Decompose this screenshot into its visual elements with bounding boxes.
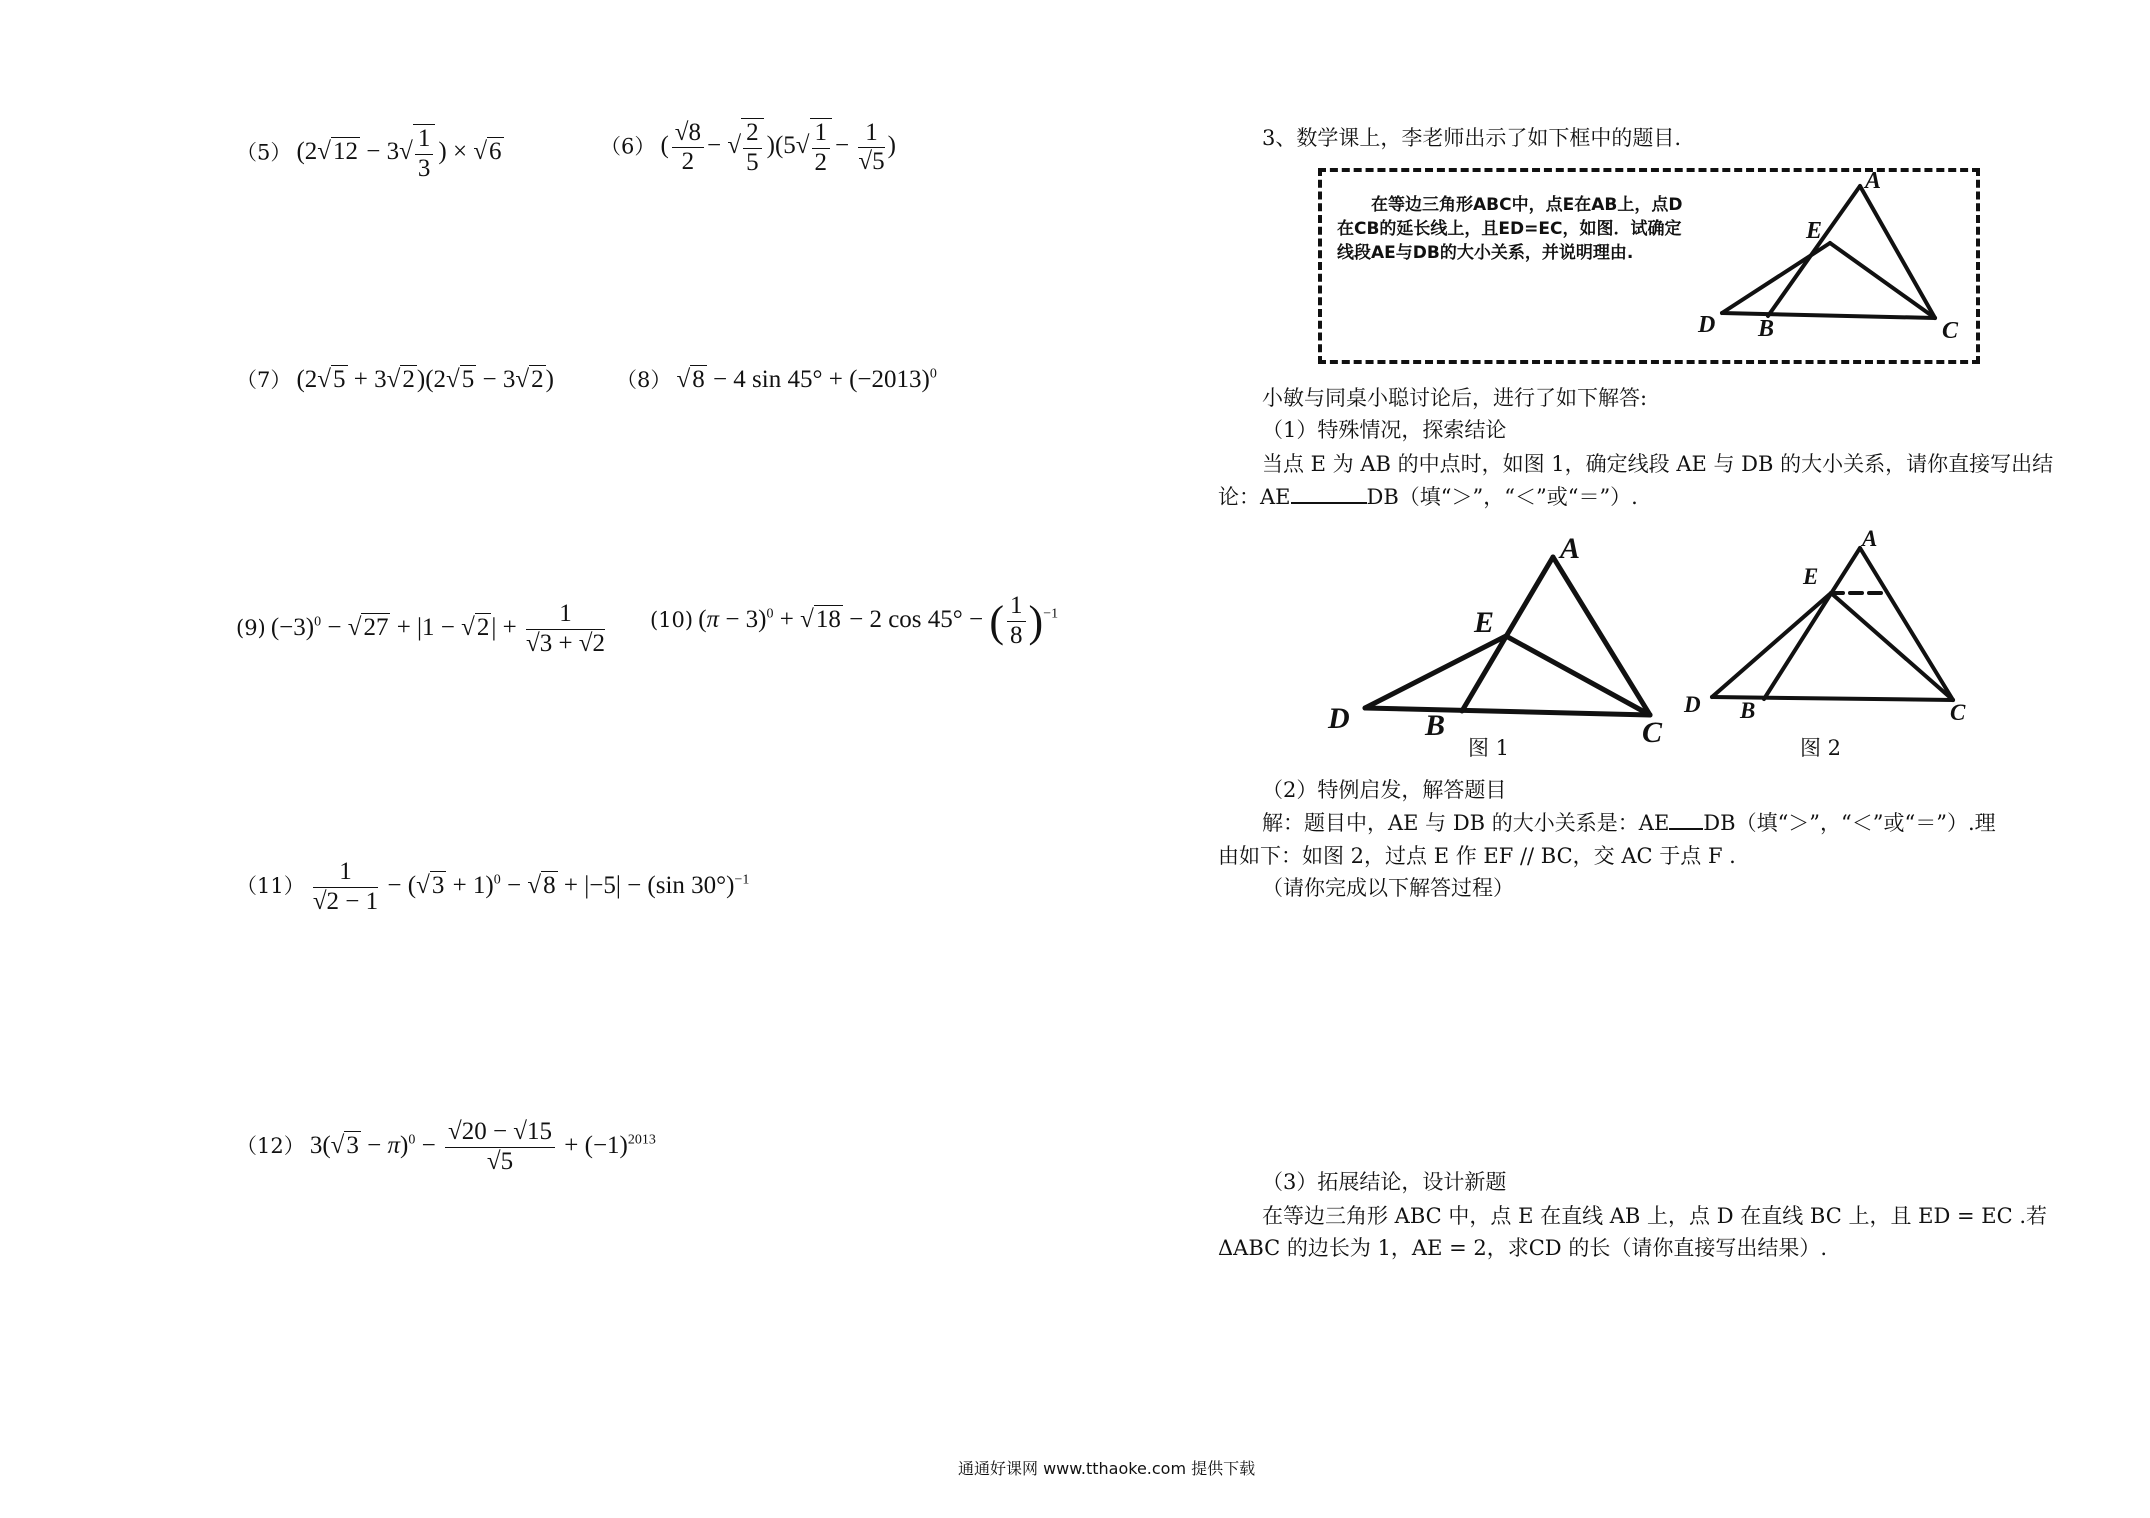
part-2-answer-blank[interactable] xyxy=(1669,828,1703,830)
figure-2 xyxy=(1712,548,1953,700)
framed-label-a: A xyxy=(1865,168,1882,194)
problem-11-expression: $\frac{1}{√2 - 1}$ − $(√3 + 1)^0 - √8 + |-5| - (\sin$ 30°)$^{-1}$ xyxy=(312,858,750,915)
part-1-line-2 xyxy=(1218,481,1638,513)
fig2-label-b: B xyxy=(1740,698,1756,723)
figure-1 xyxy=(1365,557,1650,715)
fig1-label-c: C xyxy=(1642,716,1663,749)
framed-label-d: D xyxy=(1698,312,1716,338)
part-2-title: （2）特例启发，解答题目 xyxy=(1262,778,1507,802)
framed-triangle-figure xyxy=(1722,186,1935,318)
framed-label-e: E xyxy=(1806,218,1823,244)
framed-label-b: B xyxy=(1758,316,1775,342)
problem-12-expression: $3(√3 - \pi)^0$ − $\frac{√20 - √15}{√5}$ + $(-1)^{2013}$ xyxy=(309,1118,656,1175)
fig2-label-d: D xyxy=(1684,692,1701,717)
part-1-line-1: 当点 E 为 AB 的中点时，如图 1，确定线段 AE 与 DB 的大小关系，请你直接写出结 xyxy=(1262,452,2054,476)
fig1-segment-dc xyxy=(1365,708,1650,715)
problem-7-expression: (2√5 + 3√2)(2√5 − 3√2) xyxy=(296,366,554,393)
part-2-line-3: （请你完成以下解答过程） xyxy=(1262,876,1514,900)
problem-8-label: （8） xyxy=(616,368,672,392)
part-1-line-2-end: DB（填“＞”，“＜”或“＝”）. xyxy=(1366,485,1638,509)
figure-2-caption: 图 2 xyxy=(1800,736,1842,760)
problem-8-expression: √8 − 4 $\sin 45^\circ + (-2013)^0$ xyxy=(676,366,937,393)
part-2-line-1-start: 解：题目中，AE 与 DB 的大小关系是：AE xyxy=(1262,811,1670,835)
problem-frame-text: 在等边三角形ABC中，点E在AB上，点D在CB的延长线上，且ED=EC，如图．试确定线段AE与DB的大小关系，并说明理由. xyxy=(1337,195,1683,263)
page-footer: 通通好课网 www.tthaoke.com 提供下载 xyxy=(958,1459,1256,1478)
discussion-line: 小敏与同桌小聪讨论后，进行了如下解答: xyxy=(1262,386,1648,410)
problem-7-label: （7） xyxy=(236,368,292,392)
fig1-segment-ac xyxy=(1553,557,1650,715)
fig2-segment-ac xyxy=(1860,548,1953,700)
part-3-line-2: ΔABC 的边长为 1，AE = 2，求CD 的长（请你直接写出结果）. xyxy=(1218,1236,1827,1260)
part-1-title: （1）特殊情况，探索结论 xyxy=(1262,418,1507,442)
problem-5-label: （5） xyxy=(236,140,292,165)
framed-segment-ec xyxy=(1830,243,1935,318)
part-2-line-2: 由如下：如图 2，过点 E 作 EF // BC，交 AC 于点 F . xyxy=(1218,844,1736,868)
part-3-line-1: 在等边三角形 ABC 中，点 E 在直线 AB 上，点 D 在直线 BC 上，且 ED = EC .若 xyxy=(1262,1204,2047,1228)
fig2-label-c: C xyxy=(1950,700,1966,725)
fig1-label-b: B xyxy=(1425,709,1446,742)
problem-9-label: (9) xyxy=(236,615,266,640)
fig1-label-e: E xyxy=(1474,606,1495,639)
problem-10-label: (10) xyxy=(650,607,694,632)
question-3-intro: 3、数学课上，李老师出示了如下框中的题目. xyxy=(1262,126,1682,150)
problem-11-label: （11） xyxy=(236,873,305,898)
framed-segment-ac xyxy=(1860,186,1935,318)
problem-5-expression: (2√12 − 3√ $\frac{1}{3}$ ) × √6 xyxy=(296,125,502,182)
fig1-label-d: D xyxy=(1328,702,1350,735)
part-2-line-1-end: DB（填“＞”，“＜”或“＝”）.理 xyxy=(1703,811,1996,835)
part-3-title: （3）拓展结论，设计新题 xyxy=(1262,1170,1507,1194)
problem-12-label: （12） xyxy=(236,1133,305,1158)
fig2-label-a: A xyxy=(1862,526,1878,551)
figure-1-caption: 图 1 xyxy=(1468,736,1510,760)
fig2-segment-de xyxy=(1712,593,1831,697)
problem-6-label: （6） xyxy=(600,134,656,159)
fig2-label-e: E xyxy=(1803,564,1819,589)
problem-6-expression: ( $\frac{√8}{2}$ − √ $\frac{2}{5}$ )(5√ $\frac{1}{2}$ − $\frac{1}{√5}$ ) xyxy=(660,118,896,176)
part-1-answer-blank[interactable] xyxy=(1291,502,1367,504)
fig2-segment-ec xyxy=(1831,593,1953,700)
framed-segment-dc xyxy=(1722,313,1935,318)
problem-9-expression: $(-3)^0 - √27 + |1 - √2|$ + $\frac{1}{√3 + √2}$ xyxy=(270,600,606,657)
part-2-line-1 xyxy=(1262,807,1996,839)
framed-label-c: C xyxy=(1942,318,1959,344)
problem-10-expression: $(\pi - 3)^0 + √18 - 2$ cos 45° − ( $\frac{1}{8}$ )$^{-1}$ xyxy=(698,592,1059,649)
part-1-line-2-start: 论：AE xyxy=(1218,485,1291,509)
fig1-label-a: A xyxy=(1560,532,1581,565)
